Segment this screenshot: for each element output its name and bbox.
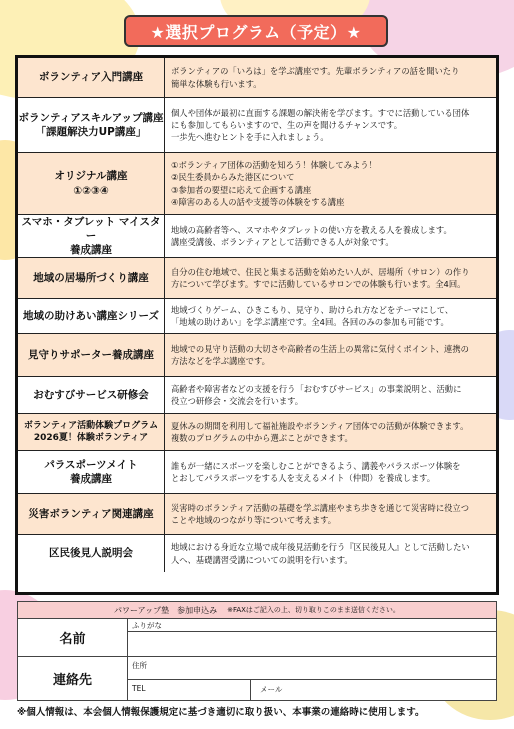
form-title: パワーアップ塾 参加申込み <box>114 605 218 615</box>
address-label: 住所 <box>132 661 147 670</box>
program-description <box>165 58 496 97</box>
program-name <box>18 377 165 413</box>
contact-field[interactable] <box>128 657 496 700</box>
program-name <box>18 535 165 572</box>
privacy-note: ※個人情報は、本会個人情報保護規定に基づき適切に取り扱い、本事業の連絡時に使用します。 <box>17 707 425 718</box>
program-description <box>165 299 496 333</box>
form-header <box>18 602 496 619</box>
program-name-line: 災害ボランティア関連講座 <box>28 507 154 520</box>
program-description-line: ボランティアの「いろは」を学ぶ講座です。先輩ボランティアの話を聞いたり <box>171 66 460 77</box>
application-form <box>17 601 497 701</box>
tel-mail-divider <box>250 679 251 700</box>
program-name-line: ①②③④ <box>73 184 109 197</box>
program-description-line: 地域づくりゲーム、ひきこもり、見守り、助けられ方などをテーマにして、 <box>171 304 454 315</box>
program-name <box>18 334 165 376</box>
program-description <box>165 377 496 413</box>
program-description <box>165 414 496 450</box>
program-description <box>165 153 496 214</box>
program-row <box>18 258 496 299</box>
program-description-line: 地域の高齢者等へ、スマホやタブレットの使い方を教える人を養成します。 <box>171 224 452 235</box>
program-row <box>18 58 496 98</box>
program-description-line: ②民生委員からみた港区について <box>171 172 295 183</box>
program-row <box>18 299 496 334</box>
program-name-line: パラスポーツメイト <box>44 458 138 471</box>
program-description <box>165 258 496 298</box>
furigana-label: ふりがな <box>132 621 162 630</box>
program-name-line: おむすびサービス研修会 <box>33 388 149 401</box>
program-description-line: 災害時のボランティア活動の基礎を学ぶ講座やまち歩きを通じて災害時に役立つ <box>171 502 470 513</box>
program-name <box>18 258 165 298</box>
program-description-line: 自分の住む地域で、住民と集まる活動を始めたい人が、居場所（サロン）の作り <box>171 266 470 277</box>
program-row <box>18 215 496 258</box>
contact-row <box>18 657 496 700</box>
program-name <box>18 58 165 97</box>
program-name-line: ボランティア活動体験プログラム <box>23 420 159 431</box>
program-description-line: 役立つ研修会・交流会を行います。 <box>171 396 304 406</box>
program-name-line: 地域の居場所づくり講座 <box>33 271 149 284</box>
name-row <box>18 619 496 657</box>
program-row <box>18 334 496 377</box>
program-description-line: 地域における身近な立場で成年後見活動を行う『区民後見人』として活動したい <box>171 542 470 553</box>
program-description-line: 個人や団体が最初に直面する課題の解決術を学びます。すでに活動している団体 <box>171 107 470 118</box>
program-description-line: ①ボランティア団体の活動を知ろう！体験してみよう！ <box>171 160 377 171</box>
program-description-line: 方法などを学ぶ講座です。 <box>171 356 270 366</box>
program-name-line: 地域の助けあい講座シリーズ <box>23 309 159 322</box>
mail-label: メール <box>260 685 283 694</box>
contact-divider <box>128 679 496 680</box>
contact-label: 連絡先 <box>18 657 128 700</box>
program-description <box>165 451 496 493</box>
program-name-line: スマホ・タブレット マイスター <box>21 215 161 242</box>
program-name-line: ボランティア入門講座 <box>38 71 144 84</box>
program-description-line: 一歩先へ進むヒントを手に入れましょう。 <box>171 132 329 142</box>
page-title: ★選択プログラム（予定）★ <box>124 15 388 47</box>
program-name-line: 「課題解決力UP講座」 <box>35 126 147 138</box>
program-name-line: ボランティアスキルアップ講座 <box>18 111 164 124</box>
program-description-line: 簡単な体験も行います。 <box>171 78 262 89</box>
program-name <box>18 299 165 333</box>
program-name <box>18 98 165 152</box>
program-name <box>18 215 165 257</box>
program-description <box>165 334 496 376</box>
form-fax-note: ※FAXはご記入の上、切り取りこのまま送信ください。 <box>227 606 400 614</box>
program-row <box>18 414 496 451</box>
program-description-line: 方について学びます。すでに活動しているサロンでの体験も行います。全4回。 <box>171 279 466 289</box>
program-description-line: 高齢者や障害者などの支援を行う「おむすびサービス」の事業説明と、活動に <box>171 383 462 394</box>
program-name <box>18 494 165 534</box>
furigana-divider <box>128 631 496 632</box>
name-field[interactable] <box>128 619 496 656</box>
program-description-line: ことや地域のつながり等について考えます。 <box>171 515 337 525</box>
program-name <box>18 451 165 493</box>
program-row <box>18 153 496 215</box>
program-table <box>15 55 499 595</box>
program-name-line: 養成講座 <box>70 244 112 257</box>
program-description <box>165 535 496 572</box>
program-name-line: 養成講座 <box>70 473 112 485</box>
program-name-line: 見守りサポーター養成講座 <box>28 348 154 361</box>
program-row <box>18 98 496 153</box>
program-name-line: オリジナル講座 <box>54 170 128 183</box>
program-description-line: 地域での見守り活動の大切さや高齢者の生活上の異常に気付くポイント、連携の <box>171 343 469 354</box>
program-name-line: 2026夏！体験ボランティア <box>33 433 149 443</box>
program-row <box>18 377 496 414</box>
tel-label: TEL <box>132 684 146 693</box>
program-description-line: にも参加してもらいますので、生の声を聞けるチャンスです。 <box>171 119 402 130</box>
program-description <box>165 494 496 534</box>
program-description-line: 誰もが一緒にスポーツを楽しむことができるよう、講義やパラスポーツ体験を <box>171 460 461 471</box>
program-row <box>18 451 496 494</box>
program-name-line: 区民後見人説明会 <box>49 547 133 560</box>
program-description <box>165 215 496 257</box>
program-description-line: ④障害のある人の話や支援等の体験をする講座 <box>171 196 345 207</box>
program-row <box>18 535 496 572</box>
program-description-line: 「地域の助けあい」を学ぶ講座です。全4回。各回のみの参加も可能です。 <box>171 317 449 327</box>
program-description-line: 人へ、基礎講習受講についての説明を行います。 <box>171 554 353 565</box>
program-description-line: 複数のプログラムの中から選ぶことができます。 <box>171 433 353 443</box>
program-description-line: ③参加者の要望に応えて企画する講座 <box>171 184 312 195</box>
program-description-line: 講座受講後、ボランティアとして活動できる人が対象です。 <box>171 237 394 247</box>
program-description <box>165 98 496 152</box>
program-name <box>18 153 165 214</box>
name-label: 名前 <box>18 619 128 656</box>
program-name <box>18 414 165 450</box>
program-row <box>18 494 496 535</box>
program-description-line: とおしてパラスポーツをする人を支えるメイト（仲間）を養成します。 <box>171 473 436 483</box>
program-description-line: 夏休みの期間を利用して福祉施設やボランティア団体での活動が体験できます。 <box>171 420 469 431</box>
